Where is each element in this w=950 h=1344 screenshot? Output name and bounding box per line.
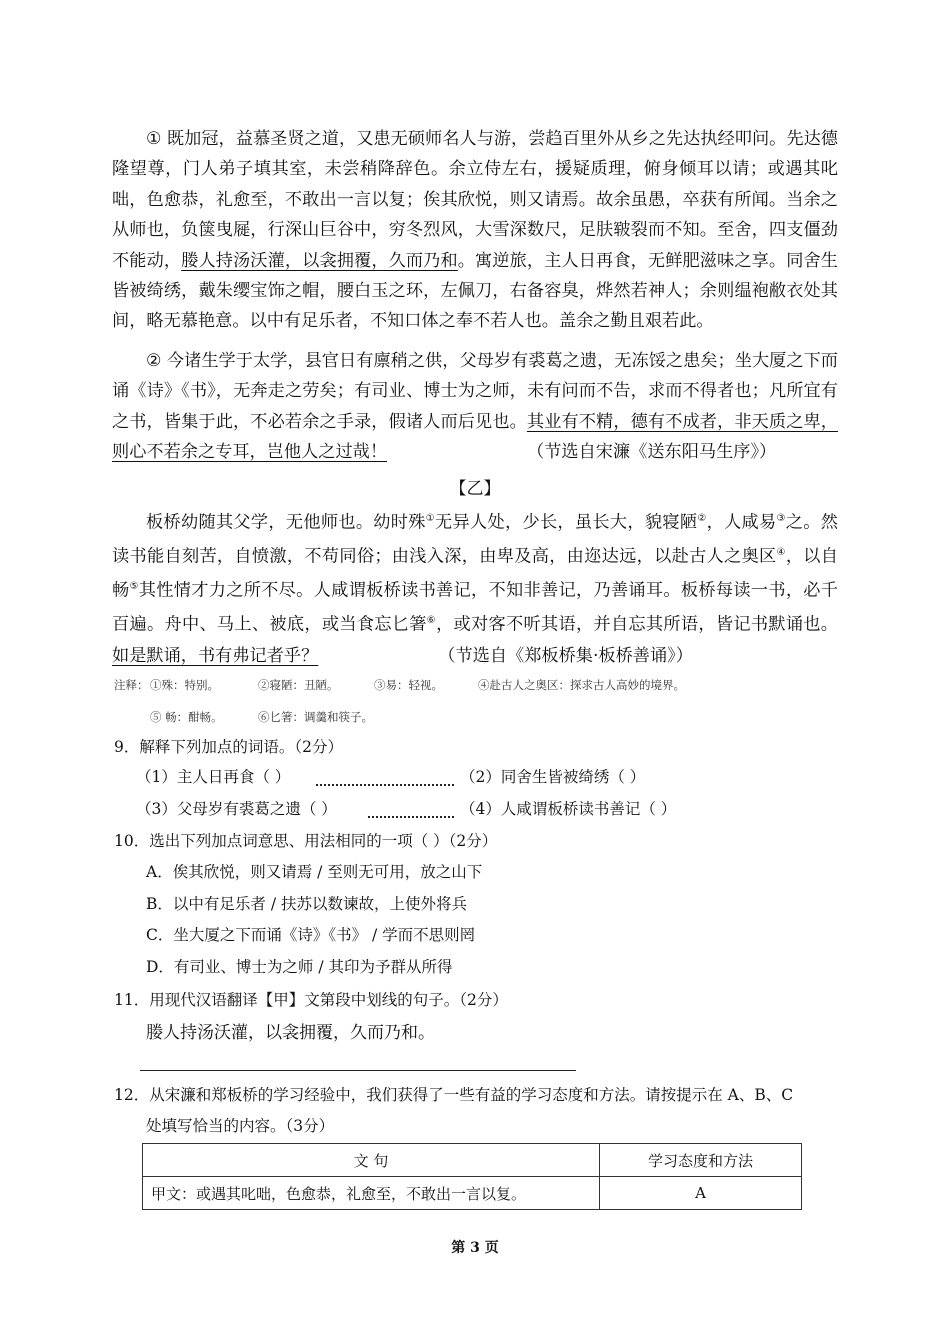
q12-stem-line-1: 12．从宋濂和郑板桥的学习经验中，我们获得了一些有益的学习态度和方法。请按提示在 A、B、C: [114, 1086, 794, 1104]
q10-option-b: B．以中有足乐者 / 扶苏以数谏故，上使外将兵: [146, 895, 467, 913]
paragraph-1-text-end: 。寓逆旅，主人日再食，无鲜肥滋味之享。同舍生皆被绮绣，戴朱缨宝饰之帽，腰白玉之环，左佩刀，右备容臭，烨然若神人；余则缊袍敝衣处其间，略无慕艳意。以中有足乐者，不知口体之奉不若人也。盖余之勤且艰若此。: [112, 250, 838, 332]
yi-text-5: ，以自畅: [112, 546, 838, 602]
page-number: 第 3 页: [451, 1240, 499, 1256]
yi-text-4: 之。然读书能自刻苦，自愤激，不苟同俗；由浅入深，由卑及高，由迩达远，以赴古人之奥区: [112, 512, 838, 567]
q12-stem-line-2: 处填写恰当的内容。（3分）: [146, 1117, 335, 1135]
row-1-label: 甲文：: [151, 1184, 197, 1203]
table-header-row: [143, 1144, 802, 1177]
note-ref-5: ⑤: [129, 581, 139, 593]
answer-cell-a[interactable]: A: [600, 1177, 802, 1210]
answer-table: [142, 1143, 802, 1210]
yi-text-3: ，人咸易: [706, 512, 777, 533]
note-ref-1: ①: [425, 513, 436, 524]
note-5: ⑤ 畅：酣畅。: [150, 710, 223, 724]
note-ref-3: ③: [776, 513, 786, 524]
row-1-text: 或遇其叱咄，色愈恭，礼愈至，不敢出一言以复。: [196, 1184, 527, 1203]
q9-stem: 9．解释下列加点的词语。（2分）: [114, 738, 343, 756]
header-attitude-method: 学习态度和方法: [600, 1144, 802, 1177]
note-3: ③易：轻视。: [374, 678, 443, 692]
q9-item-1: （1）主人日再食（ ）: [136, 768, 291, 786]
emphasis-dots-2: [368, 812, 454, 818]
q10-stem: 10．选出下列加点词意思、用法相同的一项（ ）（2分）: [114, 832, 498, 850]
note-2: ②寝陋：丑陋。: [258, 678, 339, 692]
note-ref-6: ⑥: [426, 615, 437, 627]
underlined-sentence-yi: 如是默诵，书有弗记者乎？: [112, 645, 319, 666]
passage-yi-heading: 【乙】: [449, 479, 501, 499]
notes-label: 注释：: [114, 678, 149, 692]
q10-option-c: C．坐大厦之下而诵《诗》《书》 / 学而不思则罔: [146, 926, 476, 944]
q11-stem: 11．用现代汉语翻译【甲】文第段中划线的句子。（2分）: [114, 991, 508, 1009]
answer-line[interactable]: [140, 1070, 576, 1071]
q10-option-d: D．有司业、博士为之师 / 其印为予群从所得: [146, 958, 453, 976]
q11-sentence: 媵人持汤沃灌，以衾拥覆，久而乃和。: [146, 1023, 435, 1043]
paragraph-1-text-start: ① 既加冠，益慕圣贤之道，又患无硕师名人与游，尝趋百里外从乡之先达执经叩问。先达德隆望尊，门人弟子填其室，未尝稍降辞色。余立侍左右，援疑质理，俯身倾耳以请；或遇其叱咄，色愈恭，礼愈至，不敢出一言以复；俟其欣悦，则又请焉。故余虽愚，卒获有所闻。当余之从师也，负箧曳屣，行深山巨谷中，穷冬烈风，大雪深数尺，足肤皲裂而不知。至舍，四支僵劲不能动，: [112, 129, 838, 271]
emphasis-dots-1: [316, 780, 454, 786]
passage-yi-paragraph: [112, 504, 838, 671]
yi-text-7: ，或对客不听其语，并自忘其所语，皆记书默诵也。: [436, 615, 838, 636]
paragraph-2-text-start: ② 今诸生学于太学，县官日有廪稍之供，父母岁有裘葛之遗，无冻馁之患矣；坐大厦之下而诵《诗》《书》，无奔走之劳矣；有司业、博士为之师，未有问而不告，求而不得者也；凡所宜有之书，皆集于此，不必若余之手录，假诸人而后见也。: [112, 351, 838, 432]
underlined-sentence-2: 其业有不精，德有不成者，非天质之卑，则心不若余之专耳，岂他人之过哉！: [112, 411, 838, 463]
yi-text-1: 板桥幼随其父学，无他师也。幼时殊: [146, 512, 426, 533]
q9-item-4: （4）人咸谓板桥读书善记（ ）: [460, 800, 677, 818]
source-jia: （节选自宋濂《送东阳马生序》）: [527, 442, 777, 463]
note-ref-2: ②: [697, 513, 707, 524]
passage-jia-paragraph-1: [112, 124, 838, 337]
note-ref-4: ④: [776, 547, 786, 559]
note-4: ④赴古人之奥区：探求古人高妙的境界。: [478, 678, 685, 692]
table-row: [143, 1177, 802, 1210]
underlined-sentence-1: 媵人持汤沃灌，以衾拥覆，久而乃和: [181, 250, 458, 271]
row-1-sentence-cell: [143, 1177, 600, 1210]
source-yi: （节选自《郑板桥集·板桥善诵》）: [438, 645, 693, 666]
yi-text-2: 无异人处，少长，虽长大，貌寝陋: [435, 512, 698, 533]
header-sentence: 文 句: [143, 1144, 600, 1177]
yi-text-6: 其性情才力之所不尽。人咸谓板桥读书善记，不知非善记，乃善诵耳。板桥每读一书，必千百遍。舟中、马上、被底，或当食忘匕箸: [112, 581, 838, 636]
q10-option-a: A．俟其欣悦，则又请焉 / 至则无可用，放之山下: [146, 863, 483, 881]
note-1: ①殊：特别。: [150, 678, 219, 692]
q9-item-3: （3）父母岁有裘葛之遗（ ）: [136, 800, 337, 818]
q9-item-2: （2）同舍生皆被绮绣（ ）: [460, 768, 646, 786]
note-6: ⑥匕箸：调羹和筷子。: [258, 710, 373, 724]
passage-jia-paragraph-2: [112, 346, 838, 468]
